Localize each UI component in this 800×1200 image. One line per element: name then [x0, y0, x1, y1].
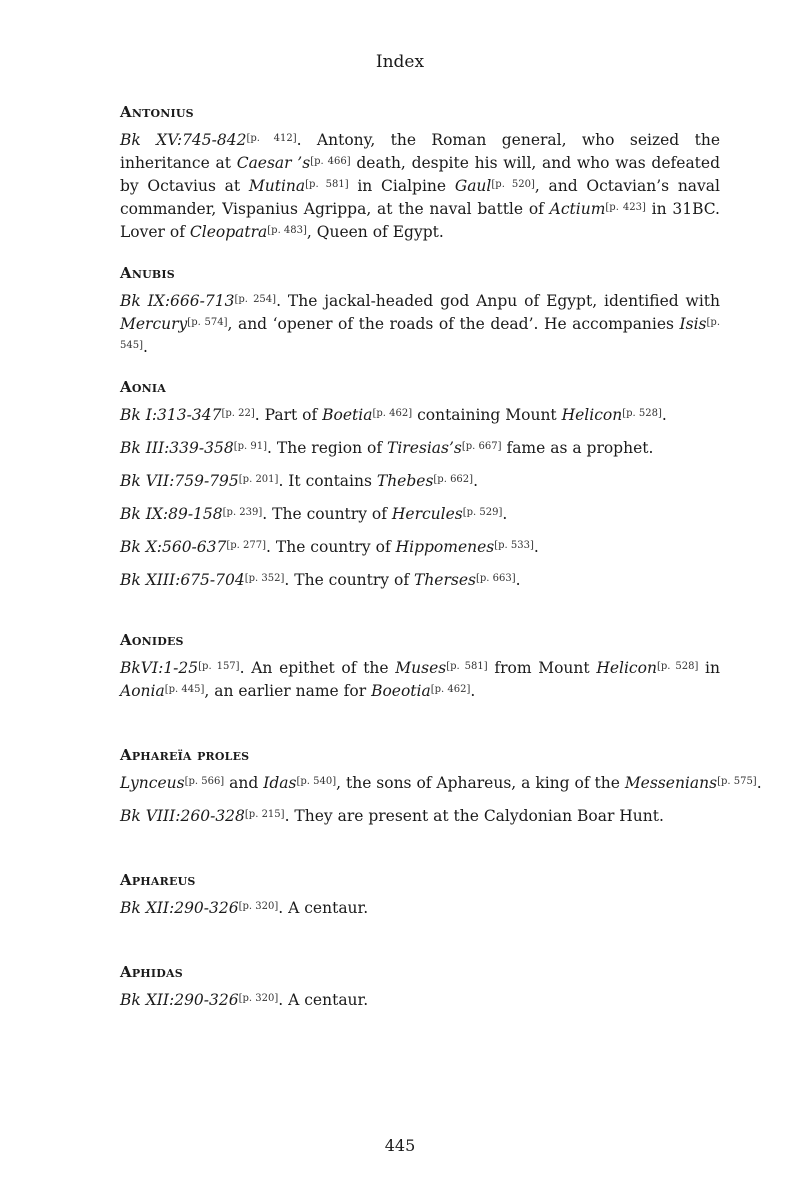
- entry-line: [120, 804, 720, 827]
- cross-reference-link[interactable]: Isis: [679, 315, 707, 333]
- page-reference: [p. 215]: [244, 809, 285, 820]
- index-entry-aphareus: [120, 870, 720, 929]
- text-run: fame as a prophet.: [501, 439, 654, 457]
- page-reference: [p. 445]: [164, 684, 205, 695]
- entry-heading: Aonides: [120, 631, 184, 649]
- page-reference: [p. 91]: [233, 441, 268, 452]
- page-reference: [p. 352]: [244, 573, 285, 584]
- page-reference: [p. 466]: [310, 156, 351, 167]
- text-run: in Cialpine: [348, 177, 455, 195]
- page-reference: [p. 483]: [267, 225, 307, 236]
- text-run: .: [756, 774, 762, 792]
- entry-heading: Aphidas: [120, 963, 183, 981]
- entry-line: [120, 896, 720, 919]
- page-reference: [p. 520]: [491, 179, 535, 190]
- page-reference: [p. 581]: [446, 661, 488, 672]
- book-reference-link[interactable]: Bk III:339-358: [120, 439, 234, 457]
- text-run: .: [143, 338, 148, 356]
- book-reference-link[interactable]: Bk X:560-637: [120, 538, 227, 556]
- entry-line: [120, 403, 720, 426]
- index-entry-aphidas: [120, 962, 720, 1021]
- page-reference: [p. 22]: [221, 408, 255, 419]
- entry-heading: Anubis: [120, 264, 175, 282]
- entry-line: [120, 771, 762, 794]
- page-reference: [p. 540]: [296, 776, 337, 787]
- index-entry-aonides: [120, 630, 720, 712]
- page-reference: [p. 574]: [187, 317, 228, 328]
- entry-line: [120, 535, 720, 558]
- book-reference-link[interactable]: Bk IX:666-713: [120, 292, 235, 310]
- cross-reference-link[interactable]: Helicon: [561, 406, 623, 424]
- page-reference: [p. 423]: [605, 202, 646, 213]
- entry-text: [120, 128, 720, 243]
- text-run: , and ‘opener of the roads of the dead’. He accompanies: [227, 315, 680, 333]
- page-reference: [p. 533]: [494, 540, 534, 551]
- cross-reference-link[interactable]: Caesar ’s: [236, 154, 311, 172]
- text-run: , the sons of Aphareus, a king of the: [336, 774, 625, 792]
- page-reference: [p. 529]: [462, 507, 503, 518]
- text-run: . The country of: [262, 505, 392, 523]
- book-reference-link[interactable]: Bk XIII:675-704: [120, 571, 245, 589]
- entry-heading: Aonia: [120, 378, 166, 396]
- page-reference: [p. 528]: [622, 408, 662, 419]
- book-reference-link[interactable]: Bk I:313-347: [120, 406, 222, 424]
- entry-line: [120, 988, 720, 1011]
- text-run: , an earlier name for: [204, 682, 372, 700]
- book-reference-link[interactable]: Bk XV:745-842: [120, 131, 247, 149]
- book-reference-link[interactable]: Bk VII:759-795: [120, 472, 239, 490]
- page-reference: [p. 545]: [120, 317, 720, 351]
- entry-line: [120, 502, 720, 525]
- cross-reference-link[interactable]: Boeotia: [371, 682, 431, 700]
- page-reference: [p. 662]: [433, 474, 474, 485]
- text-run: and: [224, 774, 264, 792]
- entry-line: [120, 436, 720, 459]
- text-run: from Mount: [487, 659, 597, 677]
- text-run: . A centaur.: [278, 899, 369, 917]
- text-run: .: [515, 571, 521, 589]
- cross-reference-link[interactable]: Muses: [395, 659, 447, 677]
- page-reference: [p. 239]: [222, 507, 263, 518]
- text-run: .: [502, 505, 508, 523]
- book-reference-link[interactable]: Bk XII:290-326: [120, 899, 239, 917]
- text-run: .: [473, 472, 478, 490]
- page-reference: [p. 566]: [184, 776, 225, 787]
- text-run: . It contains: [278, 472, 377, 490]
- text-run: . Antony, the Roman general, who seized the inheritance at: [120, 131, 721, 172]
- cross-reference-link[interactable]: Aonia: [120, 682, 165, 700]
- page-reference: [p. 201]: [238, 474, 279, 485]
- text-run: . An epithet of the: [239, 659, 396, 677]
- index-entry-aphareia-proles: [120, 745, 762, 837]
- entry-line: [120, 469, 720, 492]
- cross-reference-link[interactable]: Gaul: [454, 177, 492, 195]
- entry-line: [120, 568, 720, 591]
- page-reference: [p. 667]: [461, 441, 502, 452]
- entry-heading: Aphareus: [120, 871, 196, 889]
- text-run: . The country of: [266, 538, 396, 556]
- cross-reference-link[interactable]: Cleopatra: [189, 223, 268, 241]
- text-run: . Part of: [254, 406, 323, 424]
- entry-heading: Antonius: [120, 103, 194, 121]
- cross-reference-link[interactable]: Boetia: [322, 406, 373, 424]
- entry-heading: Aphareïa proles: [120, 746, 250, 764]
- text-run: . The jackal-headed god Anpu of Egypt, identified with: [276, 292, 720, 310]
- running-head: Index: [375, 52, 425, 72]
- text-run: . The region of: [267, 439, 387, 457]
- page-reference: [p. 575]: [717, 776, 757, 787]
- index-entry-anubis: [120, 263, 720, 368]
- cross-reference-link[interactable]: Lynceus: [120, 774, 185, 792]
- cross-reference-link[interactable]: Mercury: [120, 315, 188, 333]
- page-reference: [p. 254]: [234, 294, 277, 305]
- book-reference-link[interactable]: Bk VIII:260-328: [120, 807, 245, 825]
- text-run: .: [533, 538, 539, 556]
- cross-reference-link[interactable]: Hercules: [391, 505, 463, 523]
- text-run: , and Octavian’s naval commander, Vispanius Agrippa, at the naval battle of: [120, 177, 720, 218]
- index-entry-aonia: [120, 377, 720, 601]
- index-entry-antonius: [120, 102, 720, 253]
- entry-text: [120, 289, 720, 358]
- book-reference-link[interactable]: BkVI:1-25: [120, 659, 199, 677]
- cross-reference-link[interactable]: Hippomenes: [395, 538, 495, 556]
- page-reference: [p. 528]: [656, 661, 699, 672]
- page-reference: [p. 663]: [475, 573, 516, 584]
- page-reference: [p. 320]: [238, 993, 279, 1004]
- text-run: containing Mount: [412, 406, 562, 424]
- entry-text: [120, 656, 720, 702]
- page-reference: [p. 462]: [372, 408, 413, 419]
- text-run: .: [661, 406, 667, 424]
- cross-reference-link[interactable]: Thebes: [376, 472, 434, 490]
- text-run: in: [698, 659, 720, 677]
- page-reference: [p. 320]: [238, 901, 279, 912]
- page-reference: [p. 462]: [430, 684, 471, 695]
- cross-reference-link[interactable]: Therses: [413, 571, 476, 589]
- cross-reference-link[interactable]: Idas: [263, 774, 297, 792]
- text-run: . They are present at the Calydonian Boar Hunt.: [284, 807, 664, 825]
- text-run: . The country of: [284, 571, 414, 589]
- page-number: 445: [384, 1136, 416, 1155]
- page-reference: [p. 581]: [305, 179, 349, 190]
- book-reference-link[interactable]: Bk IX:89-158: [120, 505, 223, 523]
- book-reference-link[interactable]: Bk XII:290-326: [120, 991, 239, 1009]
- text-run: death, despite his will, and who was defeated by Octavius at: [120, 154, 721, 195]
- page-reference: [p. 412]: [246, 133, 297, 144]
- cross-reference-link[interactable]: Messenians: [624, 774, 718, 792]
- page-reference: [p. 277]: [226, 540, 267, 551]
- cross-reference-link[interactable]: Mutina: [248, 177, 306, 195]
- cross-reference-link[interactable]: Helicon: [596, 659, 657, 677]
- text-run: , Queen of Egypt.: [306, 223, 444, 241]
- cross-reference-link[interactable]: Actium: [549, 200, 606, 218]
- text-run: in 31BC. Lover of: [120, 200, 720, 241]
- page-reference: [p. 157]: [198, 661, 240, 672]
- text-run: .: [470, 682, 476, 700]
- text-run: . A centaur.: [278, 991, 369, 1009]
- cross-reference-link[interactable]: Tiresias’s: [387, 439, 462, 457]
